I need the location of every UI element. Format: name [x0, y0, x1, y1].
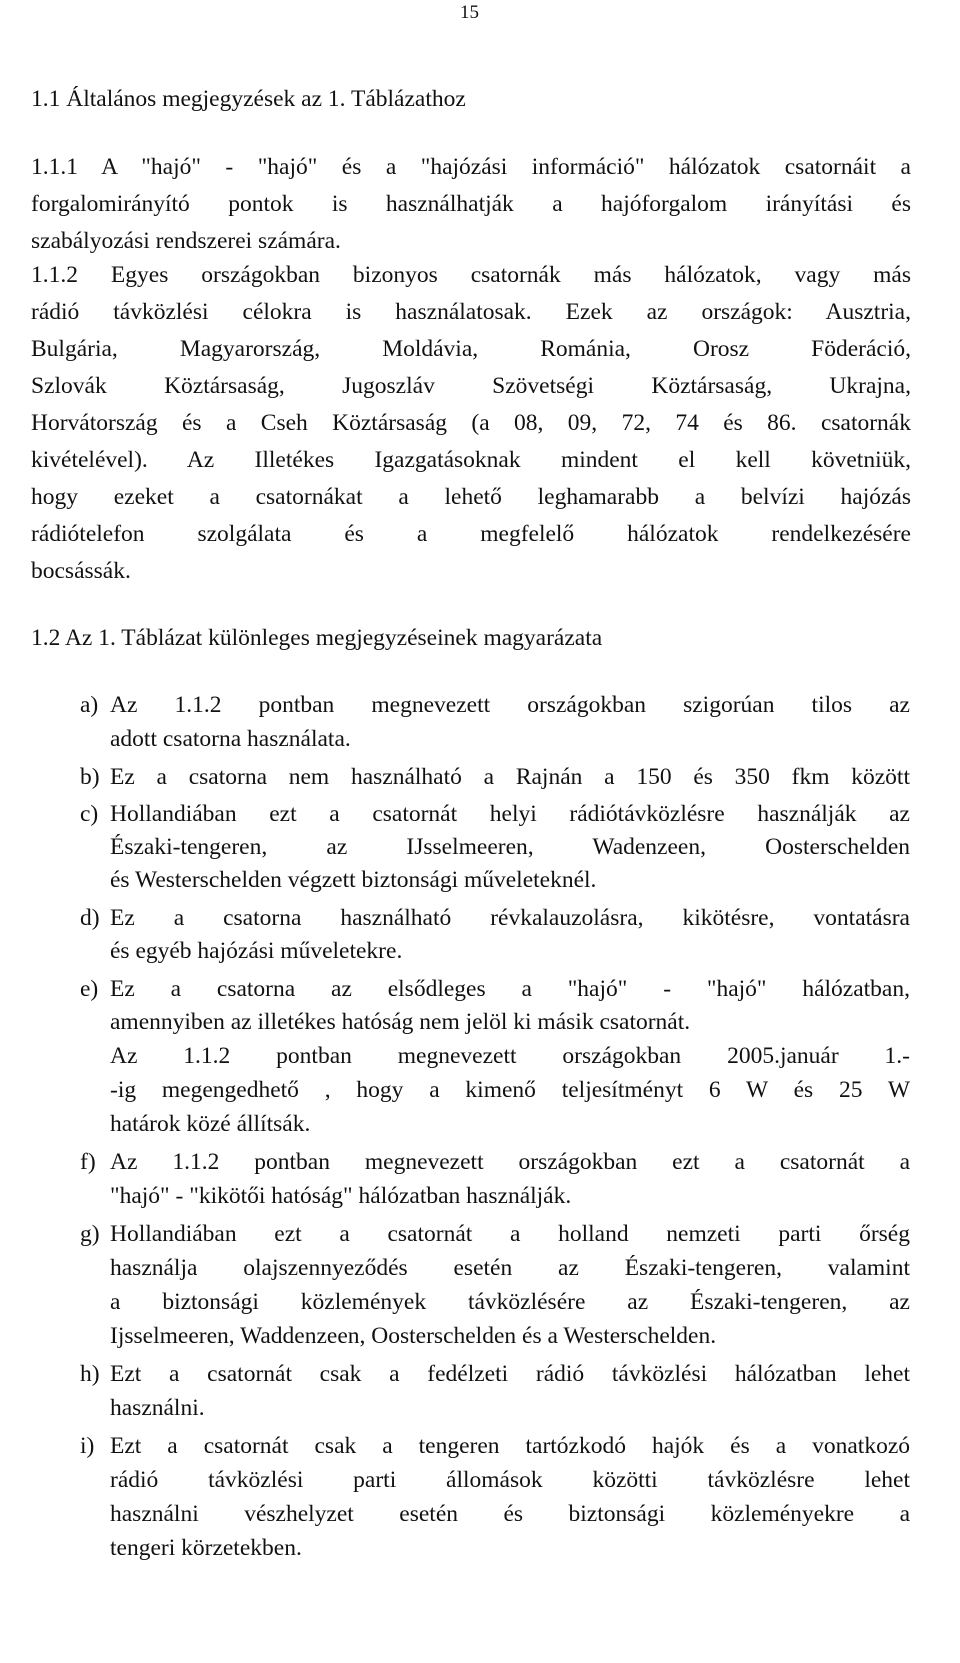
list-item-label: f): [80, 1149, 96, 1175]
list-item-line: Ez a csatorna használható révkalauzolásra, kikötésre, vontatásra: [110, 905, 910, 931]
list-item-line: és egyéb hajózási műveletekre.: [110, 938, 403, 964]
list-item-line: Ez a csatorna az elsődleges a "hajó" - "hajó" hálózatban,: [110, 976, 910, 1002]
list-item-line: Hollandiában ezt a csatornát a holland nemzeti parti őrség: [110, 1221, 910, 1247]
list-item-label: i): [80, 1433, 95, 1459]
list-item-label: h): [80, 1361, 100, 1387]
section-heading-1-1: 1.1 Általános megjegyzések az 1. Táblázathoz: [31, 86, 466, 112]
para-1-1-2-line: Bulgária, Magyarország, Moldávia, Románia, Orosz Föderáció,: [31, 336, 911, 362]
para-1-1-2-line: bocsássák.: [31, 558, 131, 584]
list-item-label: d): [80, 905, 100, 931]
para-1-1-2-line: kivételével). Az Illetékes Igazgatásoknak mindent el kell követniük,: [31, 447, 911, 473]
list-item-line: rádió távközlési parti állomások közötti távközlésre lehet: [110, 1467, 910, 1493]
list-item-label: e): [80, 976, 99, 1002]
para-1-1-1-line: forgalomirányító pontok is használhatják a hajóforgalom irányítási és: [31, 191, 911, 217]
list-item-line: Északi-tengeren, az IJsselmeeren, Wadenzeen, Oosterschelden: [110, 834, 910, 860]
list-item-line: Ezt a csatornát csak a tengeren tartózkodó hajók és a vonatkozó: [110, 1433, 910, 1459]
para-1-1-2-line: Horvátország és a Cseh Köztársaság (a 08, 09, 72, 74 és 86. csatornák: [31, 410, 911, 436]
list-item-line: és Westerschelden végzett biztonsági műveleteknél.: [110, 867, 597, 893]
list-item-line: használja olajszennyeződés esetén az Északi-tengeren, valamint: [110, 1255, 910, 1281]
list-item-line: "hajó" - "kikötői hatóság" hálózatban használják.: [110, 1183, 572, 1209]
list-item-label: g): [80, 1221, 100, 1247]
list-item-line: Az 1.1.2 pontban megnevezett országokban szigorúan tilos az: [110, 692, 910, 718]
list-item-line: adott csatorna használata.: [110, 726, 351, 752]
para-1-1-2-line: Szlovák Köztársaság, Jugoszláv Szövetségi Köztársaság, Ukrajna,: [31, 373, 911, 399]
para-1-1-1-line: szabályozási rendszerei számára.: [31, 228, 341, 254]
list-item-line: -ig megengedhető , hogy a kimenő teljesítményt 6 W és 25 W: [110, 1077, 910, 1103]
list-item-label: c): [80, 801, 99, 827]
list-item-line: használni.: [110, 1395, 205, 1421]
list-item-line: Ezt a csatornát csak a fedélzeti rádió távközlési hálózatban lehet: [110, 1361, 910, 1387]
list-item-label: b): [80, 764, 100, 790]
list-item-line: használni vészhelyzet esetén és biztonsági közleményekre a: [110, 1501, 910, 1527]
para-1-1-2-line: rádió távközlési célokra is használatosak. Ezek az országok: Ausztria,: [31, 299, 911, 325]
list-item-line: Ez a csatorna nem használható a Rajnán a 150 és 350 fkm között: [110, 764, 910, 790]
list-item-line: határok közé állítsák.: [110, 1111, 311, 1137]
list-item-line: a biztonsági közlemények távközlésére az Északi-tengeren, az: [110, 1289, 910, 1315]
para-1-1-2-line: hogy ezeket a csatornákat a lehető leghamarabb a belvízi hajózás: [31, 484, 911, 510]
list-item-line: tengeri körzetekben.: [110, 1535, 302, 1561]
list-item-line: Hollandiában ezt a csatornát helyi rádiótávközlésre használják az: [110, 801, 910, 827]
list-item-line: Az 1.1.2 pontban megnevezett országokban 2005.január 1.-: [110, 1043, 910, 1069]
list-item-line: amennyiben az illetékes hatóság nem jelöl ki másik csatornát.: [110, 1009, 691, 1035]
list-item-label: a): [80, 692, 99, 718]
list-item-line: Ijsselmeeren, Waddenzeen, Oosterschelden és a Westerschelden.: [110, 1323, 717, 1349]
page-number: 15: [460, 2, 479, 23]
para-1-1-2-line: rádiótelefon szolgálata és a megfelelő hálózatok rendelkezésére: [31, 521, 911, 547]
para-1-1-1-line: 1.1.1 A "hajó" - "hajó" és a "hajózási információ" hálózatok csatornáit a: [31, 154, 911, 180]
section-heading-1-2: 1.2 Az 1. Táblázat különleges megjegyzéseinek magyarázata: [31, 625, 603, 651]
para-1-1-2-line: 1.1.2 Egyes országokban bizonyos csatornák más hálózatok, vagy más: [31, 262, 911, 288]
list-item-line: Az 1.1.2 pontban megnevezett országokban ezt a csatornát a: [110, 1149, 910, 1175]
